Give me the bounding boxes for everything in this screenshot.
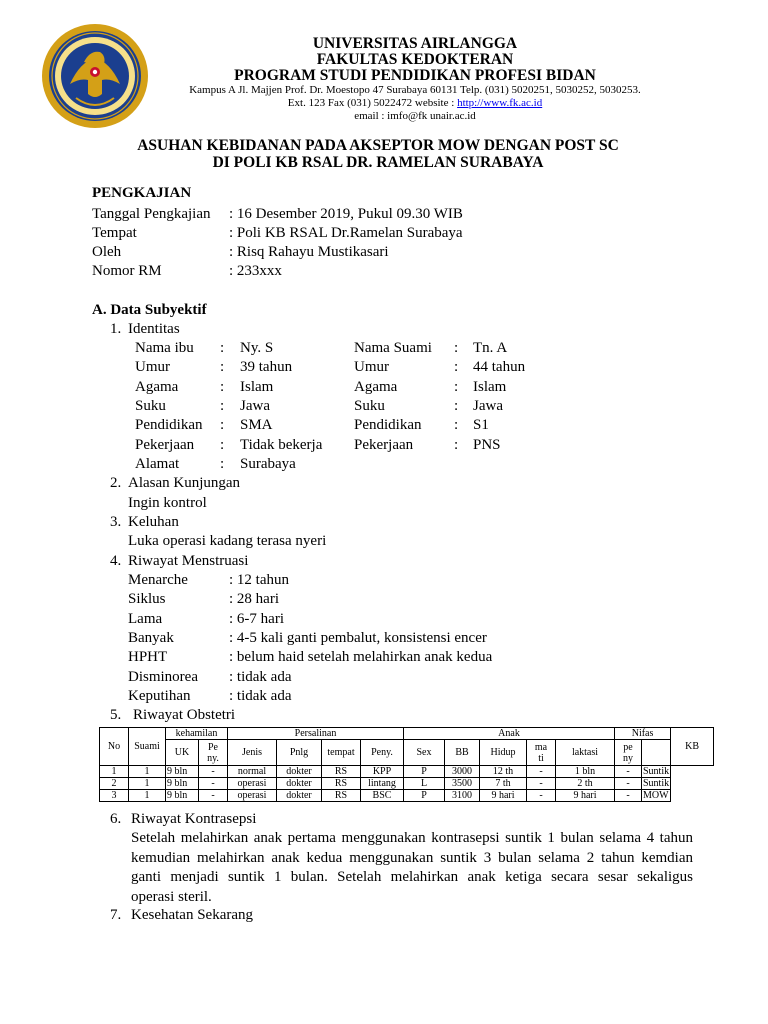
table-cell: 3000 <box>445 766 480 778</box>
colon: : <box>454 398 459 414</box>
header-laktasi: laktasi <box>556 740 615 766</box>
field-label: Nama ibu <box>135 340 194 356</box>
paragraph-line: operasi steril. <box>131 888 212 905</box>
colon: : <box>220 340 225 356</box>
contact-line: Ext. 123 Fax (031) 5022472 website : http://www.fk.ac.id <box>287 97 543 109</box>
table-cell: 9 hari <box>480 790 527 802</box>
table-cell: 1 <box>100 766 129 778</box>
field-label: Suku <box>354 398 385 414</box>
field-value: : tidak ada <box>229 669 292 685</box>
table-cell: normal <box>228 766 277 778</box>
table-cell: RS <box>322 766 361 778</box>
table-cell: 9 bln <box>166 778 199 790</box>
table-cell: 2 <box>100 778 129 790</box>
table-cell: - <box>527 790 556 802</box>
colon: : <box>454 359 459 375</box>
table-cell: 9 bln <box>166 790 199 802</box>
table-cell: - <box>615 766 642 778</box>
identitas-title: Identitas <box>128 321 180 337</box>
header-uk: UK <box>166 740 199 766</box>
colon: : <box>220 379 225 395</box>
document-title-line2: DI POLI KB RSAL DR. RAMELAN SURABAYA <box>212 154 544 171</box>
header-mati: ma ti <box>527 740 556 766</box>
header-nifas: Nifas <box>615 728 671 740</box>
header-pnlg: Pnlg <box>277 740 322 766</box>
table-cell: - <box>199 790 228 802</box>
paragraph-line: kemudian melahirkan anak kedua menggunakan suntik 3 bulan selama 2 tahun kemdian <box>131 849 693 866</box>
tanggal-value: : 16 Desember 2019, Pukul 09.30 WIB <box>229 206 463 222</box>
obstetric-history-table <box>99 727 714 802</box>
kesehatan-title: Kesehatan Sekarang <box>131 907 254 923</box>
table-cell: 1 <box>129 766 166 778</box>
oleh-value: : Risq Rahayu Mustikasari <box>229 244 389 260</box>
table-cell: - <box>615 778 642 790</box>
field-value: 39 tahun <box>240 359 293 375</box>
colon: : <box>454 437 459 453</box>
header-peny2: Peny. <box>361 740 404 766</box>
table-cell: lintang <box>361 778 404 790</box>
table-cell: - <box>199 778 228 790</box>
kontrasepsi-paragraph <box>131 829 693 907</box>
field-label: Banyak <box>128 630 174 646</box>
table-cell: 3500 <box>445 778 480 790</box>
field-value: SMA <box>240 417 273 433</box>
header-no: No <box>100 728 129 766</box>
field-label: Agama <box>135 379 179 395</box>
table-cell: L <box>404 778 445 790</box>
field-label: HPHT <box>128 649 168 665</box>
table-cell: - <box>527 778 556 790</box>
field-value: Jawa <box>240 398 270 414</box>
field-label: Pendidikan <box>135 417 203 433</box>
item-number: 6. <box>110 811 122 827</box>
item-number: 2. <box>110 475 122 491</box>
colon: : <box>454 417 459 433</box>
field-label: Menarche <box>128 572 188 588</box>
table-cell: - <box>527 766 556 778</box>
table-cell: operasi <box>228 778 277 790</box>
kontrasepsi-title: Riwayat Kontrasepsi <box>131 811 257 827</box>
address-line: Kampus A Jl. Majjen Prof. Dr. Moestopo 47 Surabaya 60131 Telp. (031) 5020251, 5030252, 5030253. <box>189 84 641 96</box>
obstetri-title: Riwayat Obstetri <box>133 707 236 723</box>
field-label: Pekerjaan <box>135 437 195 453</box>
table-cell: dokter <box>277 778 322 790</box>
table-cell: 2 th <box>556 778 615 790</box>
table-cell: dokter <box>277 766 322 778</box>
field-value: : 28 hari <box>229 591 279 607</box>
table-cell: - <box>199 766 228 778</box>
table-cell: KPP <box>361 766 404 778</box>
field-value: Tn. A <box>473 340 508 356</box>
field-label: Pendidikan <box>354 417 422 433</box>
field-label: Agama <box>354 379 398 395</box>
header-jenis: Jenis <box>228 740 277 766</box>
field-value: : tidak ada <box>229 688 292 704</box>
field-value: Tidak bekerja <box>240 437 323 453</box>
item-number: 7. <box>110 907 122 923</box>
field-label: Pekerjaan <box>354 437 414 453</box>
table-cell: P <box>404 790 445 802</box>
field-value: : belum haid setelah melahirkan anak kedua <box>229 649 493 665</box>
field-label: Siklus <box>128 591 166 607</box>
field-value: : 6-7 hari <box>229 611 284 627</box>
alasan-text: Ingin kontrol <box>128 495 207 511</box>
item-number: 1. <box>110 321 122 337</box>
table-cell: P <box>404 766 445 778</box>
website-link[interactable]: http://www.fk.ac.id <box>457 97 543 109</box>
table-cell: operasi <box>228 790 277 802</box>
table-cell: 1 <box>129 790 166 802</box>
header-persalinan: Persalinan <box>228 728 404 740</box>
header-sex: Sex <box>404 740 445 766</box>
field-value: 44 tahun <box>473 359 526 375</box>
header-suami: Suami <box>129 728 166 766</box>
field-label: Suku <box>135 398 166 414</box>
tempat-label: Tempat <box>92 225 137 241</box>
document-title-line1: ASUHAN KEBIDANAN PADA AKSEPTOR MOW DENGAN POST SC <box>137 137 619 154</box>
table-cell: 1 <box>129 778 166 790</box>
email-line: email : imfo@fk unair.ac.id <box>354 110 476 122</box>
field-label: Lama <box>128 611 163 627</box>
paragraph-line: ganti menjadi suntik 1 bulan. Setelah melahirkan anak ketiga secara sesar sekaligus <box>131 869 693 885</box>
item-number: 3. <box>110 514 122 530</box>
header-peny: Pe ny. <box>199 740 228 766</box>
field-value: PNS <box>473 437 501 453</box>
field-label: Umur <box>354 359 389 375</box>
field-value: Surabaya <box>240 456 296 472</box>
keluhan-title: Keluhan <box>128 514 179 530</box>
colon: : <box>454 340 459 356</box>
colon: : <box>220 456 225 472</box>
oleh-label: Oleh <box>92 244 122 260</box>
table-row <box>100 790 714 802</box>
tempat-value: : Poli KB RSAL Dr.Ramelan Surabaya <box>229 225 463 241</box>
field-label: Nama Suami <box>354 340 432 356</box>
table-cell: RS <box>322 778 361 790</box>
field-value: Islam <box>240 379 274 395</box>
header-hidup: Hidup <box>480 740 527 766</box>
field-value: : 4-5 kali ganti pembalut, konsistensi encer <box>229 630 487 646</box>
field-value: Ny. S <box>240 340 274 356</box>
field-label: Umur <box>135 359 170 375</box>
table-cell: RS <box>322 790 361 802</box>
colon: : <box>220 398 225 414</box>
field-value: Islam <box>473 379 507 395</box>
table-cell: 1 bln <box>556 766 615 778</box>
menstruasi-title: Riwayat Menstruasi <box>128 553 249 569</box>
field-label: Keputihan <box>128 688 191 704</box>
table-row <box>100 778 714 790</box>
header-kb: KB <box>671 728 714 766</box>
pengkajian-heading: PENGKAJIAN <box>92 185 192 201</box>
colon: : <box>220 359 225 375</box>
field-label: Disminorea <box>128 669 198 685</box>
table-cell: 9 bln <box>166 766 199 778</box>
header-bb: BB <box>445 740 480 766</box>
colon: : <box>454 379 459 395</box>
table-cell: 7 th <box>480 778 527 790</box>
header-anak: Anak <box>404 728 615 740</box>
field-value: : 12 tahun <box>229 572 289 588</box>
university-logo <box>40 22 150 130</box>
table-cell: 12 th <box>480 766 527 778</box>
header-kehamilan: kehamilan <box>166 728 228 740</box>
table-cell: BSC <box>361 790 404 802</box>
table-cell: MOW <box>642 790 671 802</box>
table-row <box>100 766 714 778</box>
university-name: UNIVERSITAS AIRLANGGA <box>312 35 518 52</box>
table-cell: 3 <box>100 790 129 802</box>
table-cell: Suntik <box>643 778 670 789</box>
table-cell: 9 hari <box>556 790 615 802</box>
nomor-rm-label: Nomor RM <box>92 263 162 279</box>
section-a-heading: A. Data Subyektif <box>92 302 207 318</box>
colon: : <box>220 417 225 433</box>
table-cell: 3100 <box>445 790 480 802</box>
header-peny3: pe ny <box>615 740 642 766</box>
field-value: S1 <box>473 417 489 433</box>
table-cell: dokter <box>277 790 322 802</box>
item-number: 4. <box>110 553 122 569</box>
table-cell: Suntik <box>643 766 670 777</box>
keluhan-text: Luka operasi kadang terasa nyeri <box>128 533 327 549</box>
paragraph-line: Setelah melahirkan anak pertama menggunakan kontrasepsi suntik 1 bulan selama 4 tahun <box>131 830 693 846</box>
nomor-rm-value: : 233xxx <box>229 263 282 279</box>
header-tempat: tempat <box>322 740 361 766</box>
program-name: PROGRAM STUDI PENDIDIKAN PROFESI BIDAN <box>234 67 596 84</box>
colon: : <box>220 437 225 453</box>
faculty-name: FAKULTAS KEDOKTERAN <box>316 51 514 68</box>
alasan-title: Alasan Kunjungan <box>128 475 241 491</box>
field-label: Alamat <box>135 456 180 472</box>
field-value: Jawa <box>473 398 503 414</box>
tanggal-label: Tanggal Pengkajian <box>92 206 211 222</box>
item-number: 5. <box>110 707 122 723</box>
table-cell: - <box>615 790 642 802</box>
